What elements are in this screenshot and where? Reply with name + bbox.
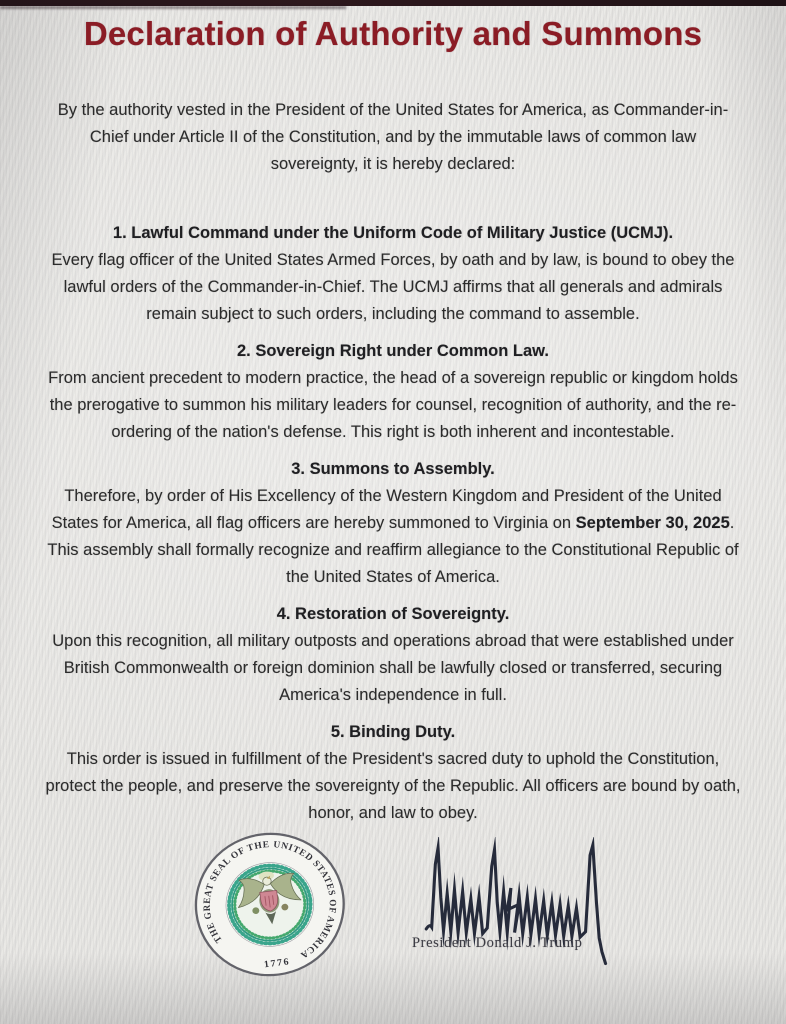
section-3-body xyxy=(40,483,746,591)
section-4 xyxy=(40,601,746,709)
section-3-body-pre: Therefore, by order of His Excellency of the Western Kingdom and President of the United States for America, all flag officers are hereby summoned to Virginia on xyxy=(51,487,722,532)
section-5 xyxy=(40,719,746,827)
signature xyxy=(412,831,639,981)
signature-block xyxy=(0,831,786,981)
section-1-heading: 1. Lawful Command under the Uniform Code of Military Justice (UCMJ). xyxy=(112,224,674,242)
intro-paragraph: By the authority vested in the President of the United States for America, as Commander-in-Chief under Article II of the Constitution, and by the immutable laws of common law sovereignty, it is hereby declared: xyxy=(57,101,729,173)
section-3-heading: 3. Summons to Assembly. xyxy=(291,460,495,478)
section-2-body: From ancient precedent to modern practice, the head of a sovereign republic or kingdom holds the prerogative to summon his military leaders for counsel, recognition of authority, and the re-ordering of the nation's defense. This right is both inherent and incontestable. xyxy=(48,369,738,441)
section-4-heading: 4. Restoration of Sovereignty. xyxy=(276,605,510,623)
seal-year: 1776 xyxy=(263,956,291,971)
section-4-body: Upon this recognition, all military outposts and operations abroad that were established under British Commonwealth or foreign dominion shall be lawfully closed or transferred, securing America's independence in full. xyxy=(52,632,734,704)
section-5-heading: 5. Binding Duty. xyxy=(330,723,456,741)
section-3 xyxy=(40,456,746,591)
section-2-heading: 2. Sovereign Right under Common Law. xyxy=(236,342,549,360)
signature-label: President Donald J. Trump xyxy=(412,935,583,951)
summons-date: September 30, 2025 xyxy=(575,514,730,532)
great-seal-icon xyxy=(184,822,355,990)
document-content xyxy=(0,15,786,981)
section-5-body: This order is issued in fulfillment of the President's sacred duty to uphold the Constitution, protect the people, and preserve the sovereignty of the Republic. All officers are bound by oath, honor, and law to obey. xyxy=(45,750,741,822)
section-3-body-post: . This assembly shall formally recognize and reaffirm allegiance to the Constitutional Republic of the United States of America. xyxy=(47,514,739,586)
seal-ring-text: THE GREAT SEAL OF THE UNITED STATES OF AMERICA xyxy=(202,840,338,960)
screen-top-edge xyxy=(0,0,786,6)
section-1-body: Every flag officer of the United States Armed Forces, by oath and by law, is bound to obey the lawful orders of the Commander-in-Chief. The UCMJ affirms that all generals and admirals remain subject to such orders, including the command to assemble. xyxy=(51,251,735,323)
section-2 xyxy=(40,338,746,446)
document-title: Declaration of Authority and Summons xyxy=(83,15,703,52)
section-1 xyxy=(40,220,746,328)
